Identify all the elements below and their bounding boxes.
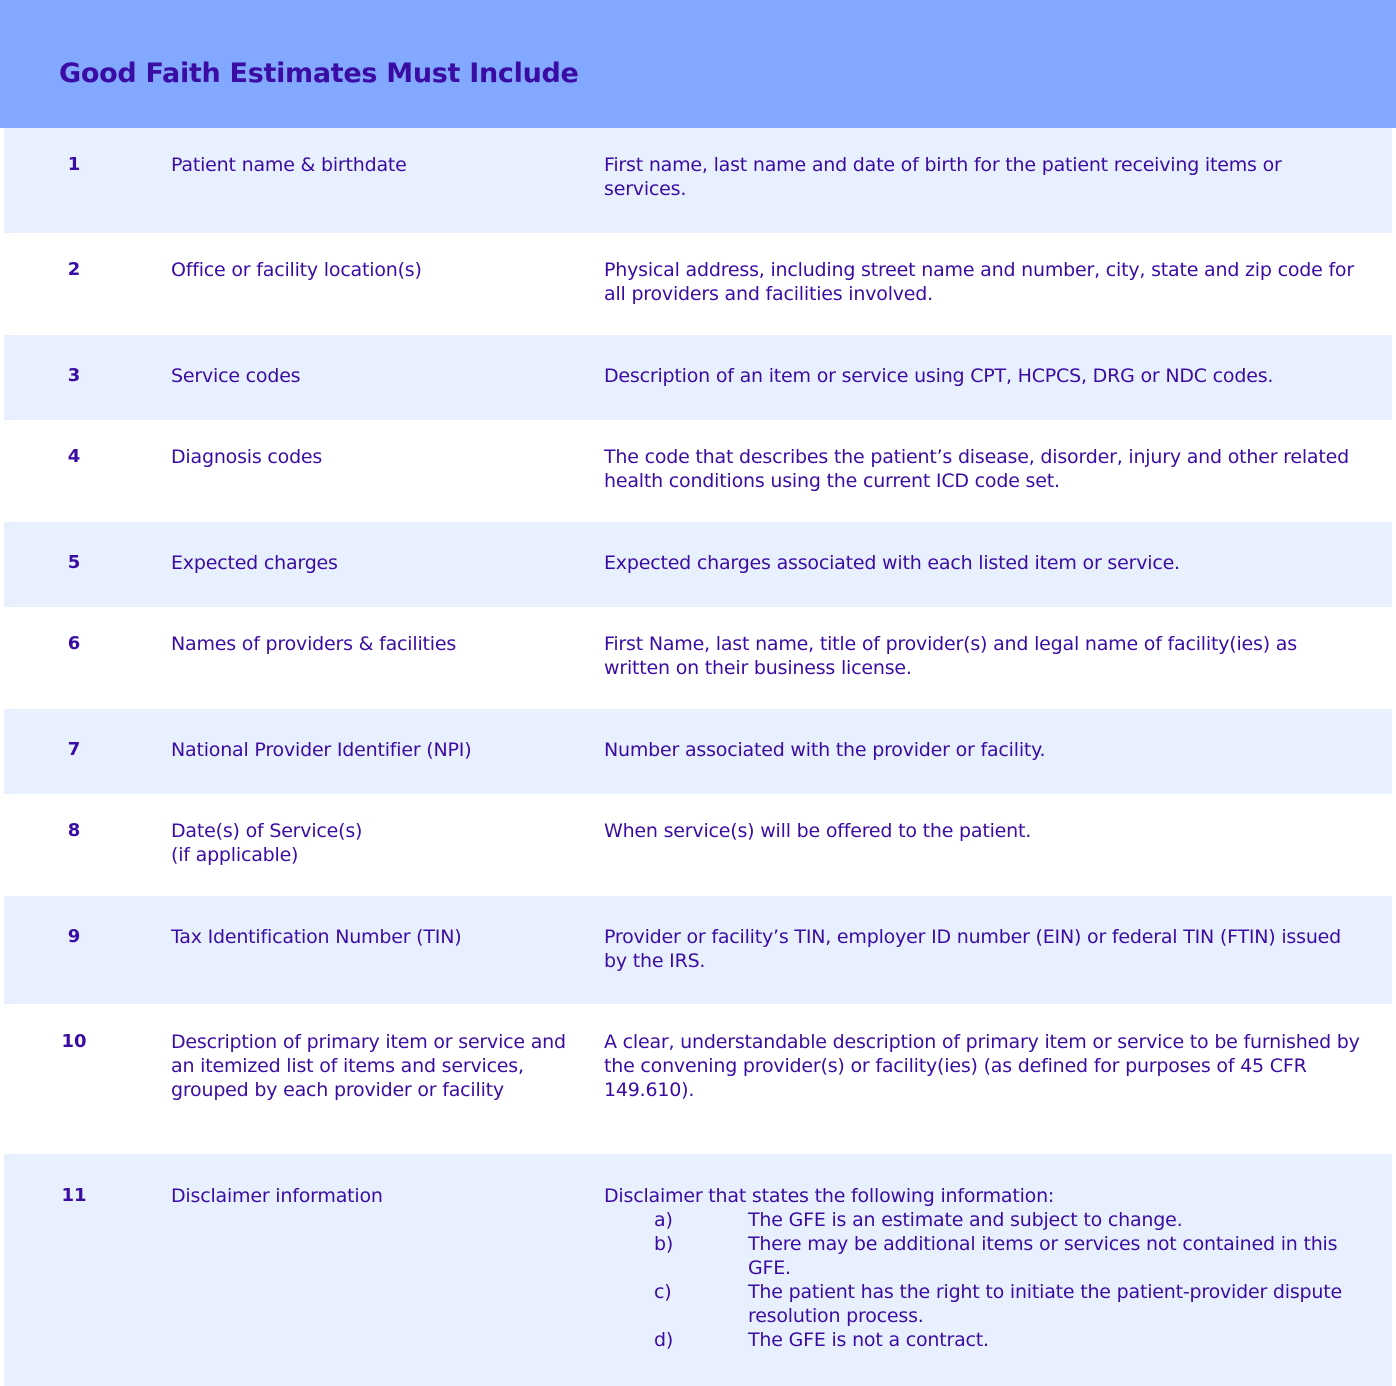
row-item: Names of providers & facilities <box>171 633 457 655</box>
row-item: Expected charges <box>171 552 338 574</box>
row-item-note: (if applicable) <box>171 844 299 866</box>
page-title: Good Faith Estimates Must Include <box>59 58 579 89</box>
table-row <box>4 896 1392 1004</box>
disclaimer-item-text: There may be additional items or services not contained in this GFE. <box>748 1233 1338 1279</box>
row-number: 6 <box>67 633 81 654</box>
row-description: Description of an item or service using CPT, HCPCS, DRG or NDC codes. <box>604 365 1274 387</box>
row-description: A clear, understandable description of primary item or service to be furnished by the convening provider(s) or facility(ies) (as defined for purposes of 45 CFR 149.610). <box>604 1031 1360 1101</box>
header-banner <box>0 0 1396 128</box>
disclaimer-item-label: d) <box>654 1329 674 1351</box>
table-row <box>4 128 1392 233</box>
row-number: 9 <box>67 926 81 947</box>
disclaimer-intro: Disclaimer that states the following information: <box>604 1185 1055 1207</box>
row-description: Number associated with the provider or facility. <box>604 739 1046 761</box>
disclaimer-item-text: The GFE is not a contract. <box>748 1329 989 1351</box>
disclaimer-item-label: b) <box>654 1233 674 1255</box>
row-item: Tax Identification Number (TIN) <box>171 926 462 948</box>
disclaimer-item <box>604 1328 1364 1352</box>
table-row <box>4 1154 1392 1386</box>
row-item-line: Date(s) of Service(s) <box>171 820 363 842</box>
row-description: When service(s) will be offered to the patient. <box>604 820 1032 842</box>
row-item: Description of primary item or service and an itemized list of items and services, grouped by each provider or facility <box>171 1031 566 1101</box>
table-row <box>4 794 1392 896</box>
row-item: Service codes <box>171 365 301 387</box>
row-number: 11 <box>61 1185 87 1206</box>
table-row <box>4 233 1392 335</box>
disclaimer-item <box>604 1232 1364 1280</box>
disclaimer-item-text: The GFE is an estimate and subject to change. <box>748 1209 1183 1231</box>
disclaimer-item-label: a) <box>654 1209 673 1231</box>
table-row <box>4 607 1392 709</box>
disclaimer-item <box>604 1208 1364 1232</box>
row-number: 1 <box>67 154 81 175</box>
row-item: Diagnosis codes <box>171 446 323 468</box>
table-row <box>4 335 1392 420</box>
row-description: First name, last name and date of birth for the patient receiving items or services. <box>604 154 1282 200</box>
row-description: The code that describes the patient’s disease, disorder, injury and other related health conditions using the current ICD code set. <box>604 446 1349 492</box>
disclaimer-item <box>604 1280 1364 1328</box>
row-description: Expected charges associated with each listed item or service. <box>604 552 1180 574</box>
row-description: Physical address, including street name and number, city, state and zip code for all providers and facilities involved. <box>604 259 1354 305</box>
row-number: 10 <box>61 1031 87 1052</box>
row-item <box>171 819 566 867</box>
table-row <box>4 709 1392 794</box>
row-number: 8 <box>67 820 81 841</box>
row-number: 7 <box>67 739 81 760</box>
row-item: Office or facility location(s) <box>171 259 422 281</box>
row-number: 2 <box>67 259 81 280</box>
row-number: 4 <box>67 446 81 467</box>
table-row <box>4 420 1392 522</box>
disclaimer-item-text: The patient has the right to initiate the patient-provider dispute resolution process. <box>748 1281 1342 1327</box>
row-item: National Provider Identifier (NPI) <box>171 739 472 761</box>
row-description: Provider or facility’s TIN, employer ID number (EIN) or federal TIN (FTIN) issued by the IRS. <box>604 926 1342 972</box>
row-number: 5 <box>67 552 81 573</box>
row-description <box>604 1184 1364 1352</box>
table-row <box>4 522 1392 607</box>
row-description: First Name, last name, title of provider(s) and legal name of facility(ies) as written on their business license. <box>604 633 1297 679</box>
row-number: 3 <box>67 365 81 386</box>
row-item: Disclaimer information <box>171 1185 383 1207</box>
row-item: Patient name & birthdate <box>171 154 407 176</box>
table-row <box>4 1004 1392 1154</box>
disclaimer-item-label: c) <box>654 1281 672 1303</box>
